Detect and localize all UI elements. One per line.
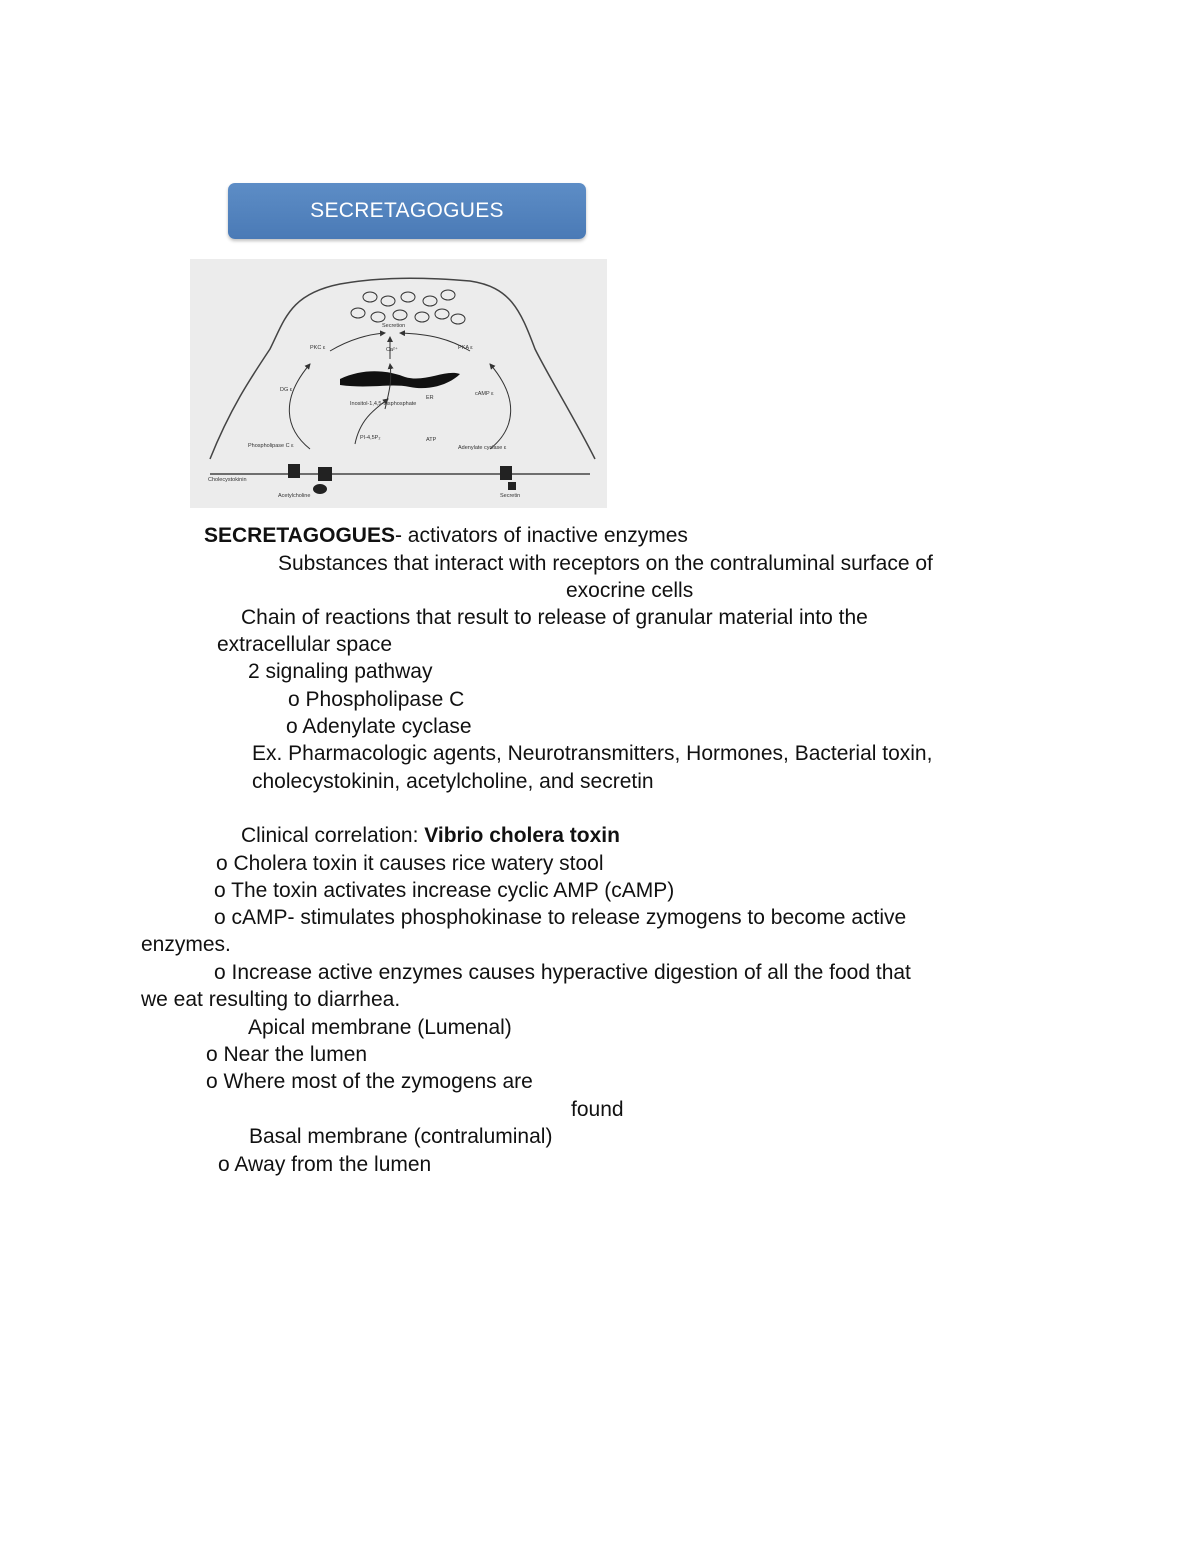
secretagogue-diagram	[190, 259, 607, 508]
bullet-item: o Where most of the zymogens are	[206, 1070, 533, 1093]
bullet-item: o Near the lumen	[206, 1043, 368, 1066]
text-line: Basal membrane (contraluminal)	[249, 1125, 553, 1148]
bullet-item: o cAMP- stimulates phosphokinase to release zymogens to become active	[214, 906, 907, 929]
clinical-term: Vibrio cholera toxin	[424, 824, 620, 847]
bullet-item: o The toxin activates increase cyclic AMP (cAMP)	[214, 879, 675, 902]
label-secretin: Secretin	[500, 493, 521, 499]
section-banner	[228, 183, 586, 239]
endoplasmic-reticulum	[340, 371, 460, 388]
text-line: cholecystokinin, acetylcholine, and secretin	[252, 770, 654, 793]
label-adenylate: Adenylate cyclase ε	[458, 445, 507, 451]
bullet-item: o Phospholipase C	[288, 688, 465, 711]
banner-title: SECRETAGOGUES	[310, 199, 504, 222]
text-line: we eat resulting to diarrhea.	[141, 988, 401, 1011]
heading-definition: - activators of inactive enzymes	[394, 524, 688, 547]
text-line: enzymes.	[141, 933, 231, 956]
text-line: Chain of reactions that result to release of granular material into the	[241, 606, 868, 629]
text-line: 2 signaling pathway	[248, 660, 433, 683]
label-phospholipase: Phospholipase C ε	[248, 443, 294, 449]
text-line: exocrine cells	[566, 579, 694, 602]
label-er: ER	[426, 395, 434, 401]
definition-line	[204, 523, 688, 549]
cell-membrane	[210, 278, 595, 459]
heading-term: SECRETAGOGUES	[204, 524, 395, 547]
label-secretion: Secretion	[382, 323, 406, 329]
label-pka: PKA ε	[458, 345, 473, 351]
label-ca: Ca²⁺	[386, 347, 398, 353]
bullet-item: o Away from the lumen	[218, 1153, 432, 1176]
cell-signaling-diagram	[190, 259, 607, 508]
clinical-prefix: Clinical correlation:	[241, 824, 425, 847]
label-cholecystokinin: Cholecystokinin	[208, 477, 247, 483]
label-pkc: PKC ε	[310, 345, 326, 351]
bullet-item: o Cholera toxin it causes rice watery stool	[216, 852, 604, 875]
zymogen-granules	[351, 290, 465, 324]
text-line: Apical membrane (Lumenal)	[248, 1016, 512, 1039]
label-atp: ATP	[426, 437, 437, 443]
text-line: found	[571, 1098, 624, 1121]
text-line: Substances that interact with receptors on the contraluminal surface of	[278, 552, 933, 575]
label-dg: DG ε	[280, 387, 293, 393]
label-acetylcholine: Acetylcholine	[278, 493, 311, 499]
clinical-correlation-heading	[241, 823, 620, 849]
text-line: Ex. Pharmacologic agents, Neurotransmitters, Hormones, Bacterial toxin,	[252, 742, 933, 765]
label-ip3: Inositol-1,4,5-trisphosphate	[350, 401, 417, 407]
label-camp: cAMP ε	[475, 391, 494, 397]
bullet-item: o Adenylate cyclase	[286, 715, 472, 738]
receptors	[288, 464, 516, 494]
bullet-item: o Increase active enzymes causes hyperactive digestion of all the food that	[214, 961, 911, 984]
label-pip2: PI-4,5P₂	[360, 435, 381, 441]
text-line: extracellular space	[217, 633, 393, 656]
